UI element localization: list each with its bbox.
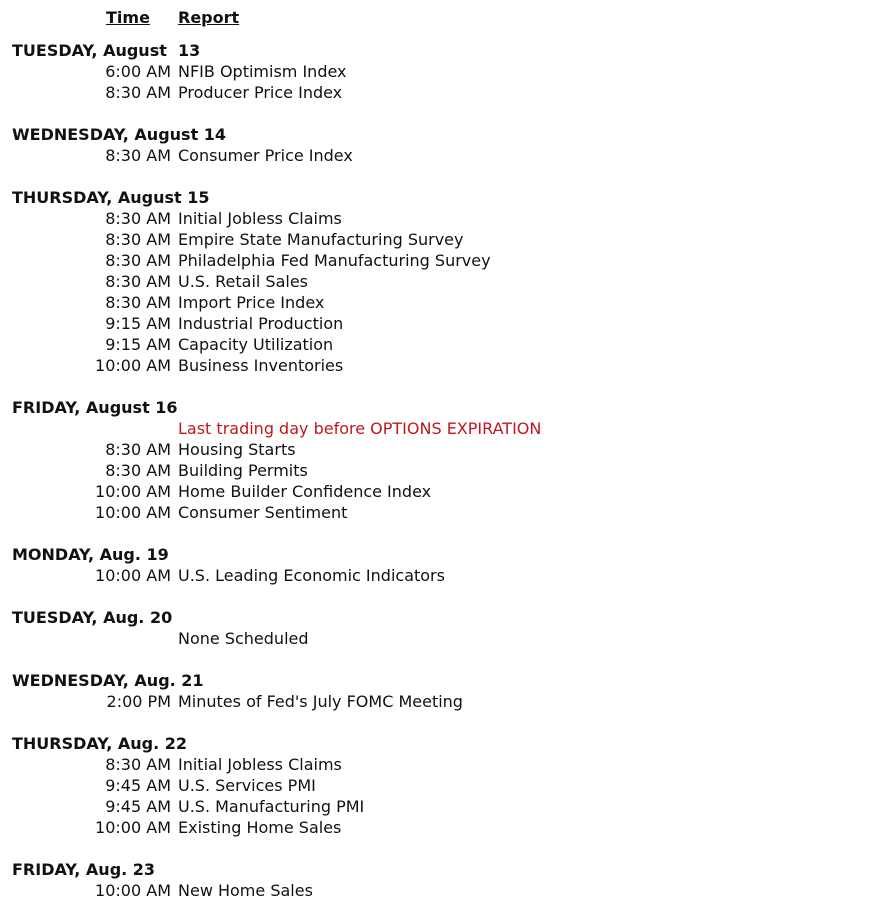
event-report: U.S. Services PMI <box>178 776 316 795</box>
event-time: 9:15 AM <box>105 335 171 354</box>
event-row <box>0 817 895 838</box>
event-row <box>0 313 895 334</box>
event-row <box>0 208 895 229</box>
day-heading: THURSDAY, Aug. 22 <box>12 734 187 753</box>
day-section <box>0 607 895 649</box>
day-heading: MONDAY, Aug. 19 <box>12 545 169 564</box>
day-heading: TUESDAY, Aug. 20 <box>12 608 173 627</box>
event-row <box>0 82 895 103</box>
event-row <box>0 502 895 523</box>
day-section <box>0 670 895 712</box>
event-row <box>0 439 895 460</box>
event-report: Empire State Manufacturing Survey <box>178 230 464 249</box>
event-time: 9:15 AM <box>105 314 171 333</box>
day-section <box>0 544 895 586</box>
event-row <box>0 775 895 796</box>
event-time: 10:00 AM <box>95 503 171 522</box>
event-row <box>0 418 895 439</box>
event-time: 8:30 AM <box>105 83 171 102</box>
event-row <box>0 355 895 376</box>
event-report: Initial Jobless Claims <box>178 209 342 228</box>
event-row <box>0 481 895 502</box>
options-expiration-note: Last trading day before OPTIONS EXPIRATION <box>178 419 542 438</box>
day-heading: WEDNESDAY, Aug. 21 <box>12 671 204 690</box>
time-column-header: Time <box>106 8 150 27</box>
event-time: 8:30 AM <box>105 755 171 774</box>
day-heading: THURSDAY, August 15 <box>12 188 210 207</box>
event-report: Housing Starts <box>178 440 296 459</box>
event-row <box>0 229 895 250</box>
event-row <box>0 565 895 586</box>
event-row <box>0 880 895 901</box>
event-row <box>0 628 895 649</box>
event-row <box>0 292 895 313</box>
event-report: Minutes of Fed's July FOMC Meeting <box>178 692 463 711</box>
event-time: 8:30 AM <box>105 251 171 270</box>
day-section <box>0 859 895 901</box>
day-section <box>0 733 895 838</box>
day-section <box>0 397 895 523</box>
event-report: Producer Price Index <box>178 83 343 102</box>
event-report: Existing Home Sales <box>178 818 342 837</box>
event-time: 10:00 AM <box>95 356 171 375</box>
event-row <box>0 61 895 82</box>
event-row <box>0 145 895 166</box>
event-time: 10:00 AM <box>95 566 171 585</box>
event-time: 8:30 AM <box>105 440 171 459</box>
event-report: Industrial Production <box>178 314 344 333</box>
event-time: 8:30 AM <box>105 272 171 291</box>
event-time: 9:45 AM <box>105 797 171 816</box>
event-report: Building Permits <box>178 461 308 480</box>
event-row <box>0 334 895 355</box>
event-time: 8:30 AM <box>105 209 171 228</box>
event-report: Business Inventories <box>178 356 344 375</box>
event-time: 8:30 AM <box>105 230 171 249</box>
day-heading: FRIDAY, Aug. 23 <box>12 860 156 879</box>
event-time: 10:00 AM <box>95 482 171 501</box>
event-time: 8:30 AM <box>105 293 171 312</box>
event-time: 8:30 AM <box>105 146 171 165</box>
event-report: Philadelphia Fed Manufacturing Survey <box>178 251 491 270</box>
day-section <box>0 124 895 166</box>
event-time: 10:00 AM <box>95 881 171 900</box>
event-row <box>0 691 895 712</box>
column-header <box>0 8 895 32</box>
event-time: 6:00 AM <box>105 62 171 81</box>
event-row <box>0 796 895 817</box>
event-report: Consumer Sentiment <box>178 503 348 522</box>
economic-calendar <box>0 40 895 922</box>
event-report: New Home Sales <box>178 881 313 900</box>
event-report: None Scheduled <box>178 629 309 648</box>
day-heading: FRIDAY, August 16 <box>12 398 178 417</box>
event-report: U.S. Manufacturing PMI <box>178 797 365 816</box>
event-row <box>0 754 895 775</box>
event-report: NFIB Optimism Index <box>178 62 347 81</box>
day-heading: WEDNESDAY, August 14 <box>12 125 227 144</box>
event-row <box>0 460 895 481</box>
event-report: Capacity Utilization <box>178 335 334 354</box>
event-row <box>0 271 895 292</box>
report-column-header: Report <box>178 8 240 27</box>
event-report: Initial Jobless Claims <box>178 755 342 774</box>
event-report: Consumer Price Index <box>178 146 353 165</box>
day-section <box>0 40 895 103</box>
event-report: Home Builder Confidence Index <box>178 482 432 501</box>
event-row <box>0 250 895 271</box>
event-report: U.S. Leading Economic Indicators <box>178 566 445 585</box>
day-section <box>0 187 895 376</box>
event-report: U.S. Retail Sales <box>178 272 309 291</box>
event-time: 9:45 AM <box>105 776 171 795</box>
event-time: 10:00 AM <box>95 818 171 837</box>
event-time: 2:00 PM <box>106 692 171 711</box>
event-report: Import Price Index <box>178 293 325 312</box>
event-time: 8:30 AM <box>105 461 171 480</box>
day-heading: TUESDAY, August 13 <box>12 41 201 60</box>
